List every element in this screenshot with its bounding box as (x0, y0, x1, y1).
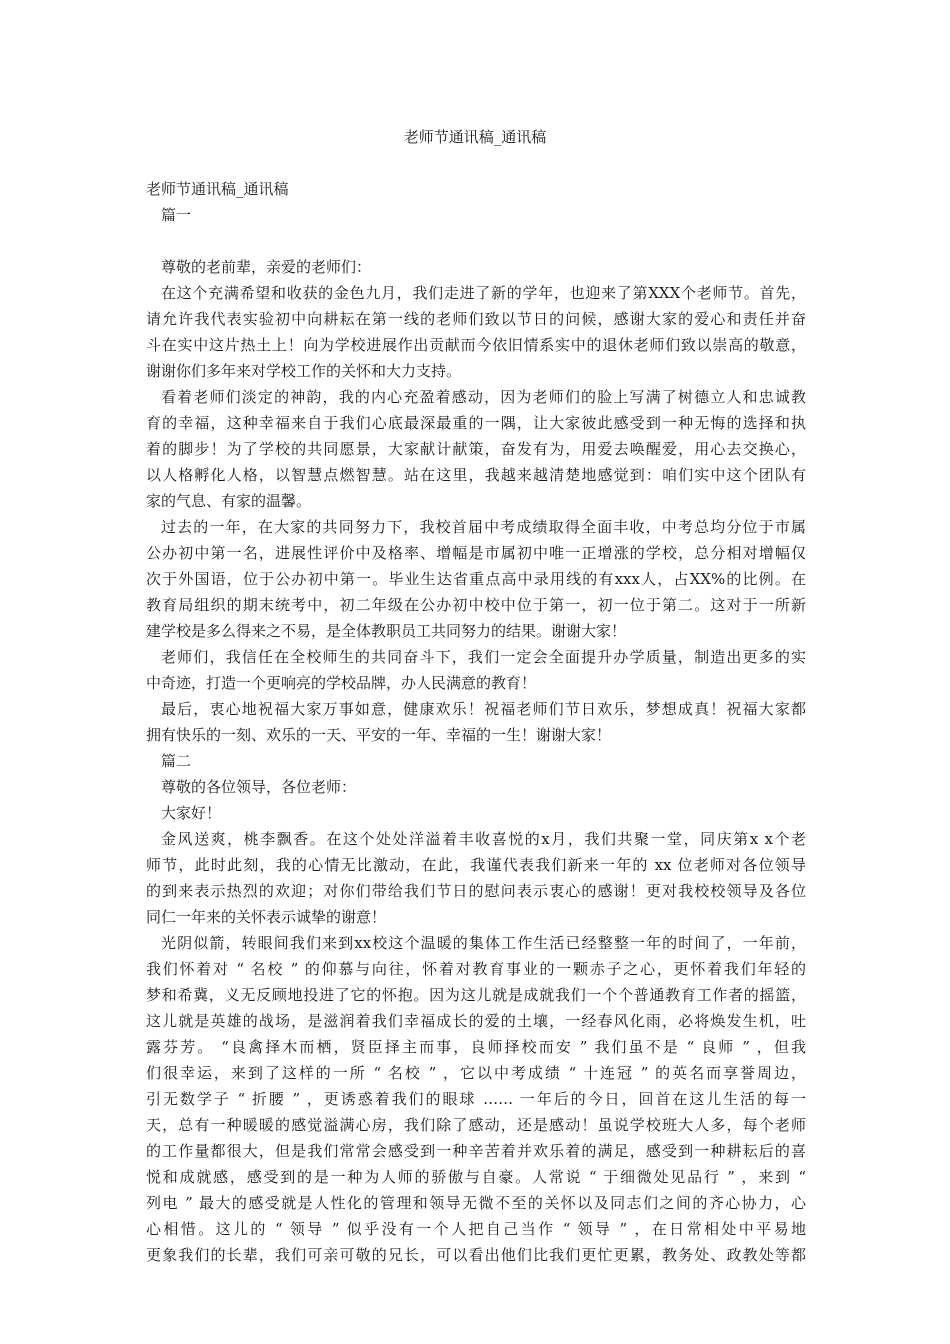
text-line: 师节，此时此刻，我的心情无比激动，在此，我谨代表我们新来一年的 xx 位老师对各位领导 (146, 856, 806, 874)
text-line: 金风送爽，桃李飘香。在这个处处洋溢着丰收喜悦的x月，我们共聚一堂，同庆第x x个老 (161, 830, 806, 848)
text-line: 建学校是多么得来之不易，是全体教职员工共同努力的结果。谢谢大家！ (146, 622, 627, 640)
text-line: 最后，衷心地祝福大家万事如意，健康欢乐！祝福老师们节日欢乐，梦想成真！祝福大家都 (161, 700, 806, 718)
text-line: 更象我们的长辈，我们可亲可敬的兄长，可以看出他们比我们更忙更累，教务处、政教处等都 (146, 1246, 806, 1264)
text-line: 引无数学子 “ 折腰 ” ，更诱惑着我们的眼球 …… 一年后的今日，回首在这儿生活的每一 (146, 1090, 806, 1108)
text-line (146, 228, 806, 254)
text-line: 们很幸运，来到了这样的一所 “ 名校 ” ，它以中考成绩 “ 十连冠 ” 的英名而享誉周边， (146, 1064, 806, 1082)
text-line: 拥有快乐的一刻、欢乐的一天、平安的一年、幸福的一生！谢谢大家！ (146, 726, 612, 744)
text-line: 光阴似箭，转眼间我们来到xx校这个温暖的集体工作生活已经整整一年的时间了，一年前， (161, 934, 806, 952)
text-line: 篇一 (161, 206, 192, 224)
text-line: 同仁一年来的关怀表示诚挚的谢意！ (146, 908, 387, 926)
text-line: 家的气息、有家的温馨。 (146, 492, 312, 510)
text-line: 悦和成就感，感受到的是一种为人师的骄傲与自豪。人常说 “ 于细微处见品行 ” ，来到 “ (146, 1168, 806, 1186)
text-line: 尊敬的各位领导，各位老师： (161, 778, 357, 796)
text-line: 列电 ” 最大的感受就是人性化的管理和领导无微不至的关怀以及同志们之间的齐心协力，心 (146, 1194, 806, 1212)
document-title: 老师节通讯稿_通讯稿 (403, 128, 547, 146)
text-line: 露芬芳。 “良禽择木而栖，贤臣择主而事，良师择校而安 ” 我们虽不是 “ 良师 ” ，但我 (146, 1038, 806, 1056)
text-line: 斗在实中这片热土上！向为学校进展作出贡献而今依旧情系实中的退休老师们致以崇高的敬意， (146, 336, 806, 354)
text-line: 以人格孵化人格，以智慧点燃智慧。站在这里，我越来越清楚地感觉到：咱们实中这个团队有 (146, 466, 806, 484)
text-line: 的到来表示热烈的欢迎；对你们带给我们节日的慰问表示衷心的感谢！更对我校校领导及各位 (146, 882, 806, 900)
document-body (146, 176, 806, 1268)
text-line: 老师们，我信任在全校师生的共同奋斗下，我们一定会全面提升办学质量，制造出更多的实 (161, 648, 806, 666)
text-line: 谢谢你们多年来对学校工作的关怀和大力支持。 (146, 362, 462, 380)
text-line: 我们怀着对 “ 名校 ” 的仰慕与向往，怀着对教育事业的一颗赤子之心，更怀着我们年轻的 (146, 960, 806, 978)
text-line: 老师节通讯稿_通讯稿 (146, 180, 289, 198)
text-line: 育的幸福，这种幸福来自于我们心底最深最重的一隅，让大家彼此感受到一种无悔的选择和执 (146, 414, 806, 432)
text-line: 梦和希冀，义无反顾地投进了它的怀抱。因为这儿就是成就我们一个个普通教育工作者的摇篮， (146, 986, 806, 1004)
text-line: 看着老师们淡定的神韵，我的内心充盈着感动，因为老师们的脸上写满了树德立人和忠诚教 (161, 388, 806, 406)
text-line: 次于外国语，位于公办初中第一。毕业生达省重点高中录用线的有xxx人，占XX%的比例。在 (146, 570, 806, 588)
text-line: 着的脚步！为了学校的共同愿景，大家献计献策，奋发有为，用爱去唤醒爱，用心去交换心， (146, 440, 806, 458)
text-line: 教育局组织的期末统考中，初二年级在公办初中校中位于第一，初一位于第二。这对于一所新 (146, 596, 806, 614)
text-line: 中奇迹，打造一个更响亮的学校品牌，办人民满意的教育！ (146, 674, 537, 692)
text-line: 尊敬的老前辈，亲爱的老师们： (161, 258, 372, 276)
text-line: 篇二 (161, 752, 192, 770)
text-line: 这儿就是英雄的战场，是滋润着我们幸福成长的爱的土壤，一经春风化雨，必将焕发生机，吐 (146, 1012, 806, 1030)
text-line: 公办初中第一名，进展性评价中及格率、增幅是市属初中唯一正增涨的学校，总分相对增幅仅 (146, 544, 806, 562)
text-line: 在这个充满希望和收获的金色九月，我们走进了新的学年，也迎来了第XXX个老师节。首先， (161, 284, 806, 302)
text-line: 请允许我代表实验初中向耕耘在第一线的老师们致以节日的问候，感谢大家的爱心和责任并奋 (146, 310, 806, 328)
text-line: 大家好！ (161, 804, 222, 822)
text-line: 过去的一年，在大家的共同努力下，我校首届中考成绩取得全面丰收，中考总均分位于市属 (161, 518, 806, 536)
text-line: 的工作量都很大，但是我们常常会感受到一种辛苦着并欢乐着的满足，感受到一种耕耘后的喜 (146, 1142, 806, 1160)
text-line: 心相惜。这儿的 “ 领导 ” 似乎没有一个人把自己当作 “ 领导 ” ，在日常相处中平易地 (146, 1220, 806, 1238)
text-line: 天，总有一种暖暖的感觉溢满心房，我们除了感动，还是感动！虽说学校班大人多，每个老师 (146, 1116, 806, 1134)
